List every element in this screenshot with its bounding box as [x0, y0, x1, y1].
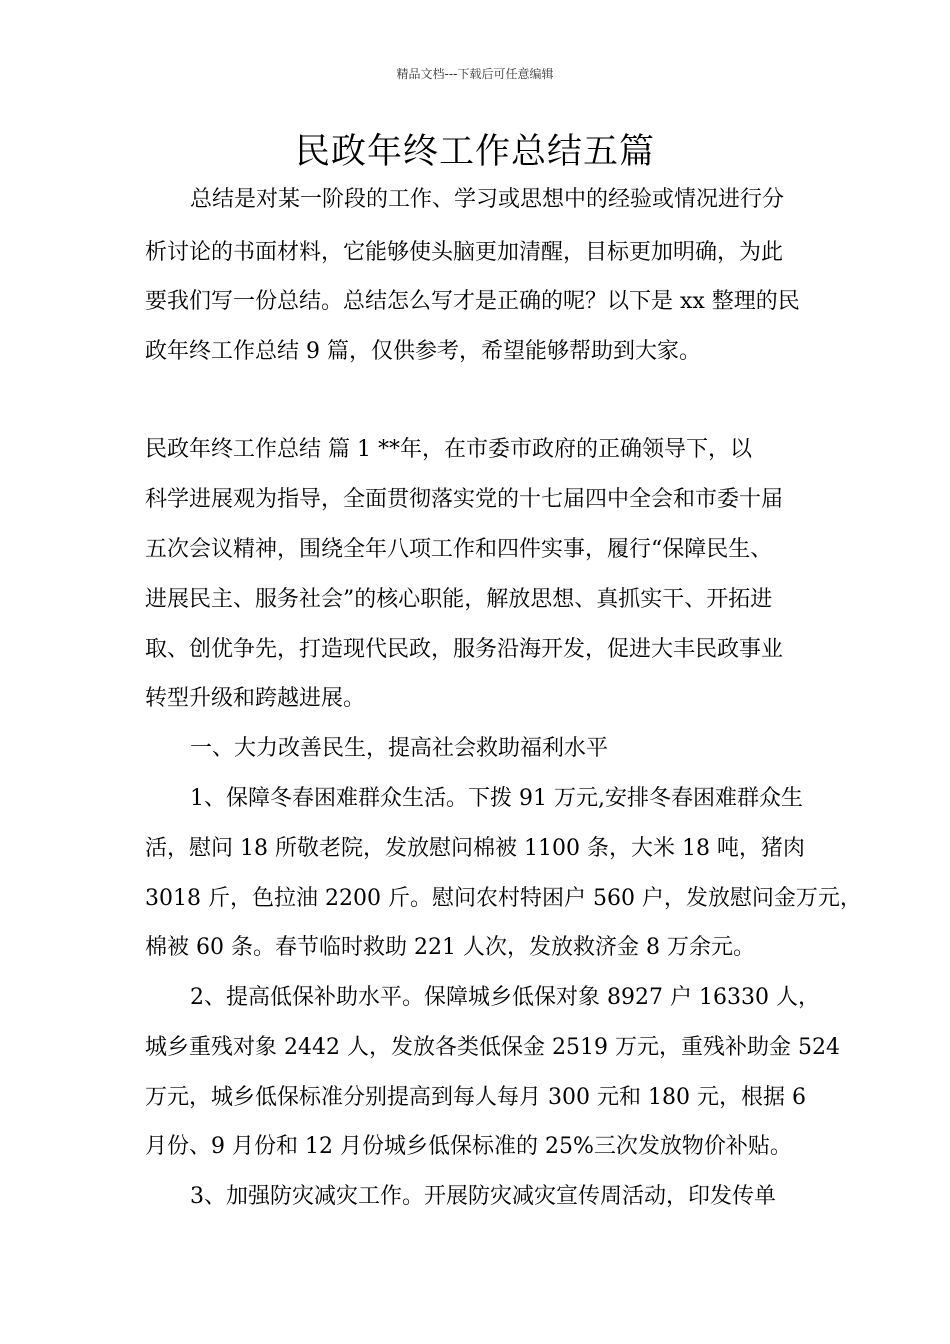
- intro-line-4: 政年终工作总结 9 篇，仅供参考，希望能够帮助到大家。: [145, 339, 701, 364]
- item1-line-3: 3018 斤，色拉油 2200 斤。慰问农村特困户 560 户，发放慰问金万元，: [145, 886, 862, 911]
- section-line-2: 科学进展观为指导，全面贯彻落实党的十七届四中全会和市委十届: [145, 487, 784, 512]
- item2-line-4: 月份、9 月份和 12 月份城乡低保标准的 25%三次发放物价补贴。: [145, 1134, 792, 1159]
- section-line-1: 民政年终工作总结 篇 1 **年，在市委市政府的正确领导下，以: [145, 437, 752, 462]
- section-line-4: 进展民主、服务社会”的核心职能，解放思想、真抓实干、开拓进: [145, 587, 773, 612]
- document-title: 民政年终工作总结五篇: [294, 132, 655, 172]
- subheading-1: 一、大力改善民生，提高社会救助福利水平: [190, 736, 609, 761]
- intro-line-1: 总结是对某一阶段的工作、学习或思想中的经验或情况进行分: [190, 187, 785, 212]
- section-line-6: 转型升级和跨越进展。: [145, 686, 366, 711]
- item3-line-1: 3、加强防灾减灾工作。开展防灾减灾宣传周活动，印发传单: [190, 1184, 776, 1209]
- item2-line-2: 城乡重残对象 2442 人，发放各类低保金 2519 万元，重残补助金 524: [145, 1035, 840, 1060]
- intro-line-2: 析讨论的书面材料，它能够使头脑更加清醒，目标更加明确，为此: [145, 240, 784, 265]
- item1-line-2: 活，慰问 18 所敬老院，发放慰问棉被 1100 条，大米 18 吨，猪肉: [145, 836, 805, 861]
- intro-line-3: 要我们写一份总结。总结怎么写才是正确的呢？以下是 xx 整理的民: [145, 289, 800, 314]
- section-line-5: 取、创优争先，打造现代民政，服务沿海开发，促进大丰民政事业: [145, 637, 784, 662]
- item1-line-1: 1、保障冬春困难群众生活。下拨 91 万元,安排冬春困难群众生: [190, 786, 803, 811]
- section-line-3: 五次会议精神，围绕全年八项工作和四件实事，履行“保障民生、: [145, 537, 773, 562]
- item2-line-3: 万元，城乡低保标准分别提高到每人每月 300 元和 180 元，根据 6: [145, 1085, 806, 1110]
- item1-line-4: 棉被 60 条。春节临时救助 221 人次，发放救济金 8 万余元。: [145, 935, 755, 960]
- page-header: 精品文档---下载后可任意编辑: [396, 67, 554, 81]
- item2-line-1: 2、提高低保补助水平。保障城乡低保对象 8927 户 16330 人，: [190, 985, 820, 1010]
